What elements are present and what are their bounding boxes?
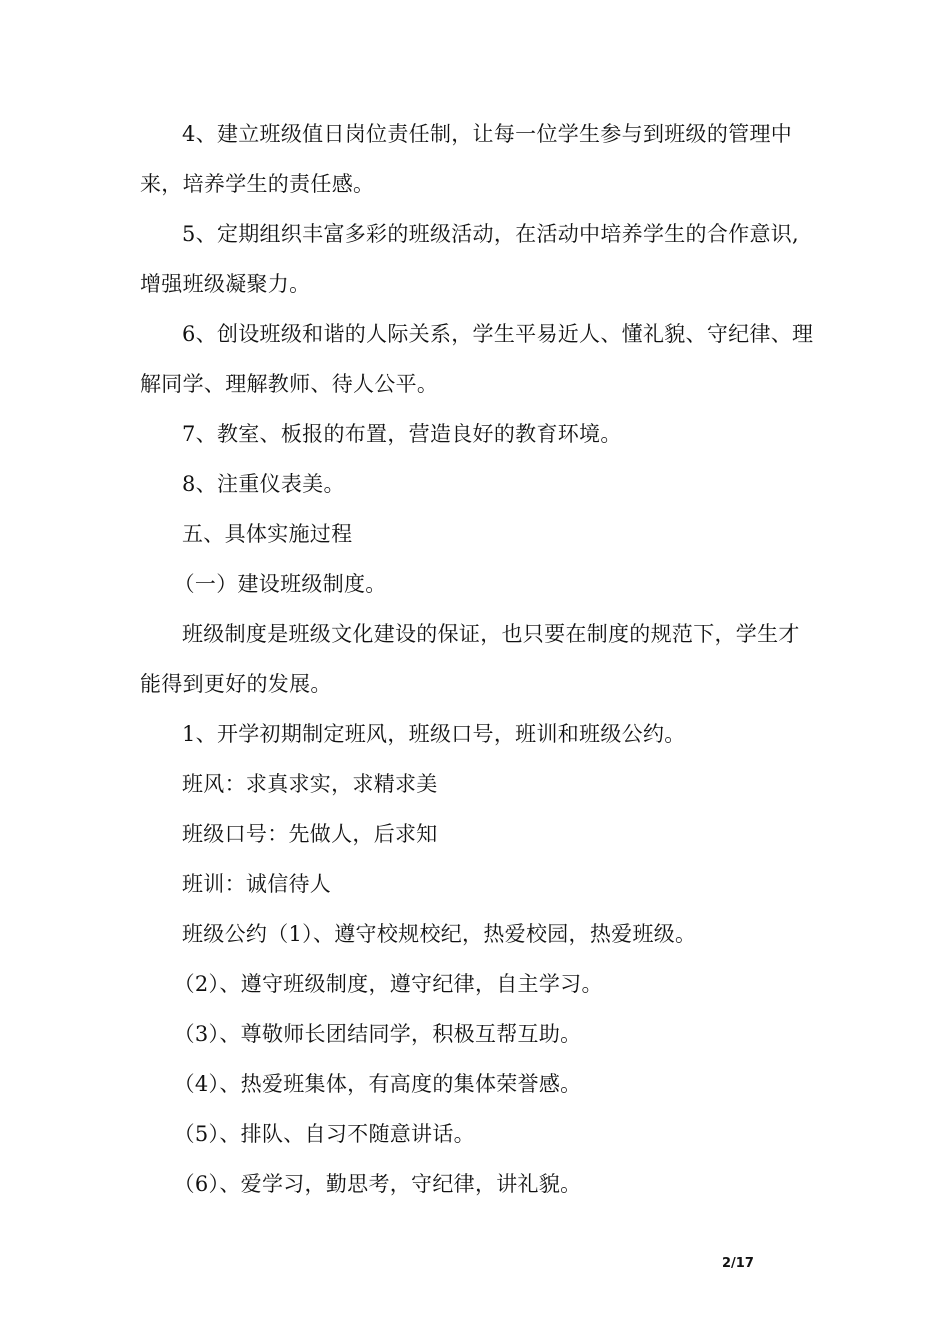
paragraph-duty-system: 4、建立班级值日岗位责任制，让每一位学生参与到班级的管理中来，培养学生的责任感。	[140, 122, 793, 196]
paragraph-class-pact-4: （4）、热爱班集体，有高度的集体荣誉感。	[173, 1072, 582, 1096]
paragraph-system-guarantee: 班级制度是班级文化建设的保证，也只要在制度的规范下，学生才能得到更好的发展。	[140, 622, 800, 696]
paragraph-class-pact-2: （2）、遵守班级制度，遵守纪律，自主学习。	[173, 972, 603, 996]
paragraph-class-pact-1: 班级公约（1）、遵守校规校纪，热爱校园，热爱班级。	[182, 922, 697, 946]
document-body	[140, 109, 816, 1209]
paragraph-classroom-layout: 7、教室、板报的布置，营造良好的教育环境。	[182, 422, 622, 446]
paragraph-class-pact-3: （3）、尊敬师长团结同学，积极互帮互助。	[173, 1022, 582, 1046]
section-heading-implementation: 五、具体实施过程	[182, 522, 353, 546]
paragraph-class-style: 班风：求真求实，求精求美	[182, 772, 438, 796]
paragraph-class-pact-6: （6）、爱学习，勤思考，守纪律，讲礼貌。	[173, 1172, 582, 1196]
paragraph-start-of-term: 1、开学初期制定班风，班级口号，班训和班级公约。	[182, 722, 686, 746]
paragraph-class-pact-5: （5）、排队、自习不随意讲话。	[173, 1122, 475, 1146]
paragraph-class-motto: 班训：诚信待人	[182, 872, 332, 896]
paragraph-appearance: 8、注重仪表美。	[182, 472, 345, 496]
page-number: 2/17	[722, 1256, 754, 1271]
paragraph-class-activities: 5、定期组织丰富多彩的班级活动，在活动中培养学生的合作意识,增强班级凝聚力。	[140, 222, 800, 296]
paragraph-class-slogan: 班级口号：先做人，后求知	[182, 822, 438, 846]
paragraph-relationships: 6、创设班级和谐的人际关系，学生平易近人、懂礼貌、守纪律、理解同学、理解教师、待人公平。	[140, 322, 814, 396]
subsection-heading-class-system: （一）建设班级制度。	[173, 572, 387, 596]
